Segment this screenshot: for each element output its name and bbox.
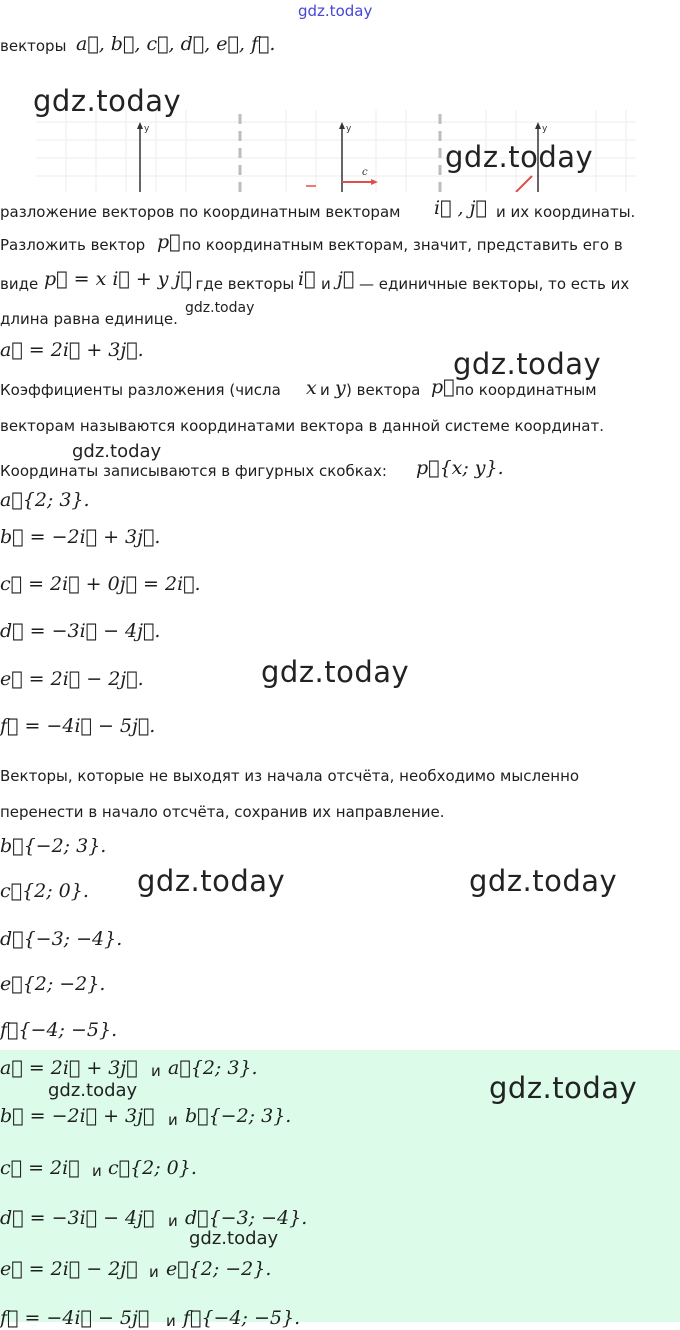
answer-b-expr: b⃗ = −2i⃗ + 3j⃗ xyxy=(0,1105,155,1127)
line7-formula: p⃗{x; y}. xyxy=(416,457,504,479)
answer-a-expr: a⃗ = 2i⃗ + 3j⃗ xyxy=(0,1057,138,1079)
intro-prefix: векторы xyxy=(0,37,67,55)
answer-e-expr: e⃗ = 2i⃗ − 2j⃗ xyxy=(0,1258,138,1280)
answer-b-and: и xyxy=(168,1111,178,1129)
line3-j: j⃗ xyxy=(337,268,355,290)
formula-a: a⃗ = 2i⃗ + 3j⃗. xyxy=(0,339,144,361)
line3-text: виде xyxy=(0,275,39,293)
line3-end: — единичные векторы, то есть их xyxy=(359,275,630,293)
coord-e: e⃗{2; −2}. xyxy=(0,973,106,995)
answer-d-and: и xyxy=(168,1212,178,1230)
watermark-top: gdz.today xyxy=(298,2,373,20)
line4-text: длина равна единице. xyxy=(0,310,178,328)
coord-a: a⃗{2; 3}. xyxy=(0,489,90,511)
watermark-3: gdz.today xyxy=(185,300,255,316)
line8-text: Векторы, которые не выходят из начала отсчёта, необходимо мысленно xyxy=(0,767,580,785)
watermark-8: gdz.today xyxy=(469,864,618,898)
line5-mid: ) вектора xyxy=(346,381,421,399)
expansion-e: e⃗ = 2i⃗ − 2j⃗. xyxy=(0,668,144,690)
line7-text: Координаты записываются в фигурных скобках: xyxy=(0,462,387,480)
intro-vectors: a⃗, b⃗, c⃗, d⃗, e⃗, f⃗. xyxy=(76,33,276,55)
line5-text: Коэффициенты разложения (числа xyxy=(0,381,281,399)
answer-d-coord: d⃗{−3; −4}. xyxy=(185,1207,308,1229)
answer-c-coord: c⃗{2; 0}. xyxy=(108,1157,197,1179)
line2-vector: p⃗ xyxy=(157,231,181,253)
watermark-9: gdz.today xyxy=(48,1080,138,1101)
line5-x: x xyxy=(306,377,317,399)
expansion-d: d⃗ = −3i⃗ − 4j⃗. xyxy=(0,620,161,642)
watermark-5: gdz.today xyxy=(72,441,162,462)
line1-vectors: i⃗ , j⃗ xyxy=(434,197,487,219)
line5-vector: p⃗ xyxy=(431,376,455,398)
watermark-10: gdz.today xyxy=(489,1071,638,1105)
answer-f-coord: f⃗{−4; −5}. xyxy=(183,1307,301,1329)
watermark-4: gdz.today xyxy=(453,347,602,381)
answer-f-expr: f⃗ = −4i⃗ − 5j⃗ xyxy=(0,1307,150,1329)
answer-e-and: и xyxy=(149,1263,159,1281)
figure-y-label-2: y xyxy=(346,124,352,134)
figure-y-label-1: y xyxy=(144,124,150,134)
coord-c: c⃗{2; 0}. xyxy=(0,880,89,902)
line5-and: и xyxy=(320,381,330,399)
line1-text: разложение векторов по координатным векторам xyxy=(0,203,401,221)
answer-c-expr: c⃗ = 2i⃗ xyxy=(0,1157,80,1179)
line3-formula: p⃗ = x i⃗ + y j⃗ xyxy=(44,268,192,290)
line2-text: Разложить вектор xyxy=(0,236,146,254)
line9-text: перенести в начало отсчёта, сохранив их направление. xyxy=(0,803,445,821)
expansion-b: b⃗ = −2i⃗ + 3j⃗. xyxy=(0,526,161,548)
line3-and: и xyxy=(321,275,331,293)
answer-c-and: и xyxy=(92,1162,102,1180)
watermark-6: gdz.today xyxy=(261,655,410,689)
line5-y: y xyxy=(335,377,346,399)
answer-block xyxy=(0,1050,680,1330)
line3-mid: , где векторы xyxy=(186,275,295,293)
line5-end: по координатным xyxy=(455,381,597,399)
answer-a-and: и xyxy=(151,1062,161,1080)
answer-a-coord: a⃗{2; 3}. xyxy=(168,1057,258,1079)
watermark-1: gdz.today xyxy=(33,84,182,118)
coord-f: f⃗{−4; −5}. xyxy=(0,1019,118,1041)
answer-f-and: и xyxy=(166,1312,176,1330)
line3-i: i⃗ xyxy=(298,268,316,290)
watermark-7: gdz.today xyxy=(137,864,286,898)
answer-b-coord: b⃗{−2; 3}. xyxy=(185,1105,292,1127)
watermark-2: gdz.today xyxy=(445,140,594,174)
figure-y-label-3: y xyxy=(542,124,548,134)
figure-vector-label-c: c xyxy=(362,167,368,178)
expansion-f: f⃗ = −4i⃗ − 5j⃗. xyxy=(0,715,156,737)
answer-e-coord: e⃗{2; −2}. xyxy=(166,1258,272,1280)
line2-end: по координатным векторам, значит, представить его в xyxy=(182,236,623,254)
line1-end: и их координаты. xyxy=(496,203,636,221)
line6-text: векторам называются координатами вектора в данной системе координат. xyxy=(0,417,604,435)
watermark-11: gdz.today xyxy=(189,1228,279,1249)
coord-d: d⃗{−3; −4}. xyxy=(0,928,123,950)
expansion-c: c⃗ = 2i⃗ + 0j⃗ = 2i⃗. xyxy=(0,573,201,595)
answer-d-expr: d⃗ = −3i⃗ − 4j⃗ xyxy=(0,1207,155,1229)
coord-b: b⃗{−2; 3}. xyxy=(0,835,107,857)
